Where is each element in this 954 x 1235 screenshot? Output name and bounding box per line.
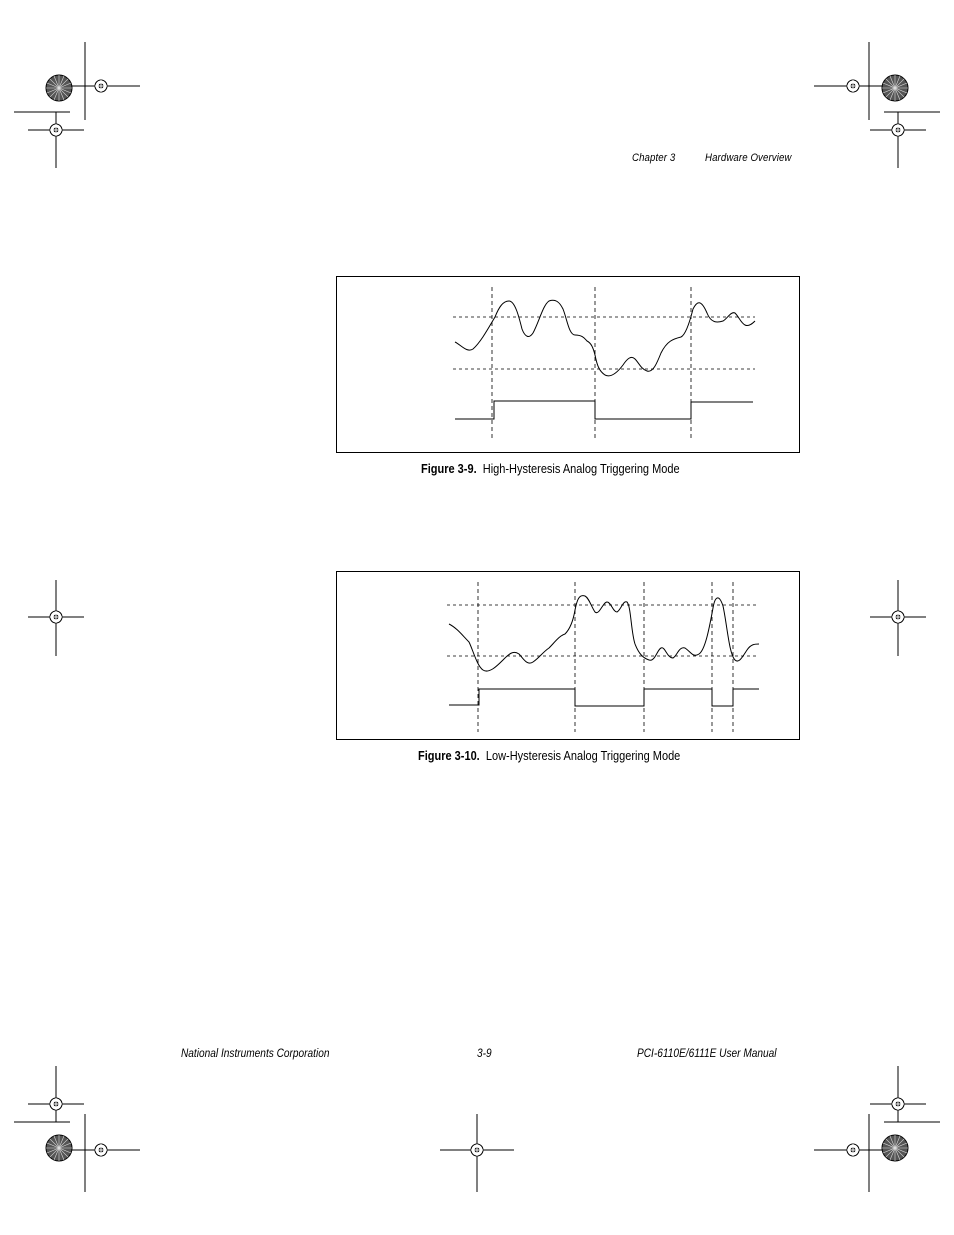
low-hysteresis-diagram bbox=[337, 572, 799, 739]
figure-high-hysteresis bbox=[336, 276, 800, 453]
trigger-output-waveform bbox=[449, 689, 759, 706]
header-chapter: Chapter 3 bbox=[632, 152, 676, 164]
analog-signal-waveform bbox=[455, 300, 755, 376]
figure-caption-text: Low-Hysteresis Analog Triggering Mode bbox=[485, 749, 681, 763]
figure-caption-text: High-Hysteresis Analog Triggering Mode bbox=[482, 462, 680, 476]
figure-caption-3-9 bbox=[421, 462, 680, 476]
footer-company: National Instruments Corporation bbox=[181, 1048, 330, 1060]
trigger-output-waveform bbox=[455, 401, 753, 419]
footer-manual-title: PCI-6110E/6111E User Manual bbox=[637, 1048, 777, 1060]
figure-low-hysteresis bbox=[336, 571, 800, 740]
header-section: Hardware Overview bbox=[705, 152, 792, 164]
footer-page-number: 3-9 bbox=[477, 1048, 492, 1060]
figure-caption-3-10 bbox=[418, 749, 680, 763]
high-hysteresis-diagram bbox=[337, 277, 799, 452]
figure-number: Figure 3-10. bbox=[418, 749, 480, 763]
figure-number: Figure 3-9. bbox=[421, 462, 477, 476]
analog-signal-waveform bbox=[449, 596, 759, 671]
